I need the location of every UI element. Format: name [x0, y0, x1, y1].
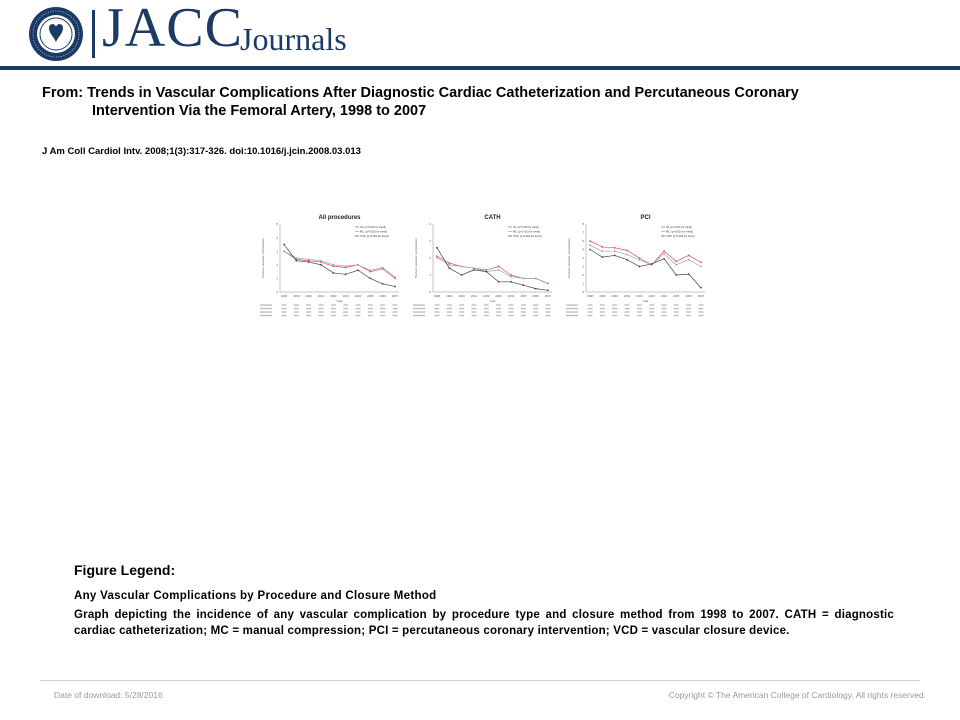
data-point [485, 271, 487, 273]
y-tick-label: 6 [582, 239, 584, 244]
table-cell [600, 315, 605, 316]
legend-entry: MC: (p<0.001 for trend) [666, 230, 694, 234]
table-cell [294, 308, 299, 309]
data-point [448, 264, 450, 266]
x-tick-label: 2006 [532, 294, 539, 298]
table-cell [509, 311, 514, 312]
data-point [394, 276, 396, 278]
table-cell [637, 304, 642, 305]
table-cell [282, 311, 287, 312]
table-cell [368, 315, 373, 316]
legend-entry: All: (p<0.001 for trend) [666, 226, 692, 229]
x-tick-label: 2004 [660, 294, 668, 298]
data-point [626, 259, 628, 261]
data-point [626, 254, 628, 256]
y-tick-label: 1 [582, 281, 584, 286]
data-point [688, 255, 690, 257]
table-cell [600, 311, 605, 312]
x-tick-label: 1999 [599, 294, 606, 298]
table-cell [447, 311, 452, 312]
table-cell [649, 304, 654, 305]
series-line-0 [284, 251, 395, 278]
data-point [283, 244, 285, 246]
data-point [461, 266, 463, 268]
data-point [638, 257, 640, 259]
footer-rule [40, 680, 920, 681]
table-cell [343, 315, 348, 316]
data-point [535, 278, 537, 280]
data-point [295, 260, 297, 262]
table-cell [282, 308, 287, 309]
table-cell [472, 315, 477, 316]
series-line-0 [437, 256, 548, 283]
table-cell [343, 311, 348, 312]
table-cell [699, 315, 704, 316]
y-tick-label: 0 [276, 290, 278, 295]
table-cell [380, 311, 385, 312]
table-cell [306, 308, 311, 309]
table-cell [459, 308, 464, 309]
x-axis-label: Year [642, 299, 649, 303]
table-row-label [260, 315, 272, 316]
chart-panel-cath [413, 215, 552, 316]
data-point [675, 274, 677, 276]
data-point [700, 261, 702, 263]
table-cell [380, 315, 385, 316]
table-row-label [413, 304, 425, 305]
table-row-label [566, 304, 578, 305]
x-tick-label: 2002 [330, 294, 337, 298]
table-cell [637, 308, 642, 309]
x-tick-label: 2004 [354, 294, 362, 298]
legend-entry: All: (p<0.001 for trend) [360, 226, 386, 229]
title-line-1: From: Trends in Vascular Complications After Diagnostic Cardiac Catheterization and Percutaneous Coronary [42, 85, 799, 101]
table-cell [331, 308, 336, 309]
x-tick-label: 1999 [446, 294, 453, 298]
table-cell [447, 308, 452, 309]
table-cell [686, 308, 691, 309]
table-cell [331, 311, 336, 312]
data-point [283, 250, 285, 252]
y-axis-label: Percent vascular complication [261, 238, 265, 278]
x-tick-label: 2004 [507, 294, 515, 298]
table-cell [600, 304, 605, 305]
data-point [510, 274, 512, 276]
data-point [522, 278, 524, 280]
table-cell [509, 315, 514, 316]
y-tick-label: 3 [582, 264, 584, 269]
x-tick-label: 2003 [342, 294, 349, 298]
table-cell [662, 315, 667, 316]
table-cell [294, 311, 299, 312]
x-tick-label: 2005 [367, 294, 374, 298]
download-date: Date of download: 5/28/2016 [54, 690, 163, 700]
y-axis-label: Percent vascular complication [567, 238, 571, 278]
data-point [498, 266, 500, 268]
data-point [382, 283, 384, 285]
table-cell [496, 308, 501, 309]
table-cell [625, 308, 630, 309]
table-cell [435, 311, 440, 312]
legend-heading: Figure Legend: [74, 562, 176, 578]
legend-entry: All: (p<0.001 for trend) [513, 226, 539, 229]
table-cell [484, 304, 489, 305]
data-point [614, 247, 616, 249]
data-point [589, 240, 591, 242]
x-tick-label: 2005 [673, 294, 680, 298]
table-cell [294, 304, 299, 305]
data-point [663, 253, 665, 255]
table-cell [459, 304, 464, 305]
legend-entry: MC: (p<0.001 for trend) [360, 230, 388, 234]
table-cell [294, 315, 299, 316]
table-cell [637, 315, 642, 316]
table-cell [588, 311, 593, 312]
data-point [448, 262, 450, 264]
table-cell [625, 304, 630, 305]
table-cell [662, 308, 667, 309]
data-point [498, 281, 500, 283]
table-cell [662, 311, 667, 312]
table-cell [331, 315, 336, 316]
legend-subtitle: Any Vascular Complications by Procedure and Closure Method [74, 590, 437, 602]
table-cell [319, 308, 324, 309]
table-row-label [260, 304, 272, 305]
table-cell [612, 304, 617, 305]
table-cell [356, 311, 361, 312]
data-point [448, 267, 450, 269]
data-point [320, 260, 322, 262]
chart-title: CATH [484, 215, 501, 221]
table-cell [356, 304, 361, 305]
table-cell [343, 308, 348, 309]
table-cell [674, 304, 679, 305]
data-point [614, 250, 616, 252]
copyright: Copyright © The American College of Cardiology. All rights reserved. [668, 690, 926, 700]
site-header [0, 0, 960, 66]
table-cell [509, 304, 514, 305]
data-point [589, 249, 591, 251]
table-cell [447, 315, 452, 316]
chart-title: All procedures [318, 215, 361, 221]
table-row-label [566, 311, 578, 312]
legend-entry: VCD: (p<0.001 for trend) [666, 235, 695, 238]
chart-panel-all-procedures [260, 215, 399, 316]
x-tick-label: 2003 [495, 294, 502, 298]
table-cell [380, 304, 385, 305]
x-tick-label: 2000 [611, 294, 618, 298]
table-row-label [260, 308, 272, 309]
y-tick-label: 5 [582, 247, 584, 252]
data-point [700, 287, 702, 289]
table-cell [472, 304, 477, 305]
table-cell [496, 315, 501, 316]
y-tick-label: 0 [429, 290, 431, 295]
table-cell [637, 311, 642, 312]
data-point [461, 274, 463, 276]
data-point [547, 289, 549, 291]
table-row-label [260, 311, 272, 312]
table-cell [319, 304, 324, 305]
data-point [688, 273, 690, 275]
brand-main: JACC [102, 0, 243, 59]
table-cell [533, 308, 538, 309]
table-cell [533, 311, 538, 312]
data-point [485, 269, 487, 271]
data-point [601, 246, 603, 248]
x-tick-label: 2002 [483, 294, 490, 298]
y-axis-label: Percent vascular complication [414, 238, 418, 278]
table-cell [674, 311, 679, 312]
table-cell [459, 315, 464, 316]
table-row-label [413, 311, 425, 312]
table-cell [393, 304, 398, 305]
citation: J Am Coll Cardiol Intv. 2008;1(3):317-326. doi:10.1016/j.jcin.2008.03.013 [42, 146, 361, 157]
table-cell [393, 308, 398, 309]
table-cell [612, 311, 617, 312]
data-point [345, 265, 347, 267]
table-cell [282, 304, 287, 305]
table-cell [521, 308, 526, 309]
y-tick-label: 4 [276, 235, 278, 240]
article-title [42, 84, 902, 120]
data-point [369, 278, 371, 280]
table-cell [686, 311, 691, 312]
table-cell [435, 304, 440, 305]
table-cell [546, 304, 551, 305]
x-axis-label: Year [336, 299, 343, 303]
data-point [473, 269, 475, 271]
data-point [675, 261, 677, 263]
table-cell [472, 308, 477, 309]
series-line-2 [590, 250, 701, 288]
table-cell [306, 311, 311, 312]
brand-sub: Journals [240, 21, 347, 57]
data-point [522, 284, 524, 286]
x-axis-label: Year [489, 299, 496, 303]
data-point [382, 267, 384, 269]
table-cell [380, 308, 385, 309]
table-cell [306, 304, 311, 305]
table-cell [674, 315, 679, 316]
table-cell [331, 304, 336, 305]
table-cell [649, 315, 654, 316]
legend-entry: MC: (p<0.001 for trend) [513, 230, 541, 234]
data-point [332, 264, 334, 266]
table-row-label [413, 308, 425, 309]
chart-title: PCI [640, 215, 651, 221]
x-tick-label: 2007 [544, 294, 552, 298]
table-cell [699, 308, 704, 309]
table-cell [546, 308, 551, 309]
y-tick-label: 2 [276, 263, 278, 267]
y-tick-label: 4 [429, 222, 431, 227]
y-tick-label: 3 [429, 239, 431, 244]
data-point [498, 269, 500, 271]
table-cell [435, 315, 440, 316]
data-point [369, 269, 371, 271]
table-cell [686, 304, 691, 305]
x-tick-label: 2005 [520, 294, 527, 298]
data-point [601, 250, 603, 252]
x-tick-label: 2007 [697, 294, 705, 298]
data-point [535, 288, 537, 290]
table-cell [612, 308, 617, 309]
y-tick-label: 0 [582, 290, 584, 295]
title-line-2: Intervention Via the Femoral Artery, 1998 to 2007 [92, 103, 427, 119]
y-tick-label: 3 [276, 249, 278, 254]
y-tick-label: 7 [582, 230, 584, 235]
x-tick-label: 2000 [305, 294, 312, 298]
data-point [308, 261, 310, 263]
table-cell [459, 311, 464, 312]
table-cell [521, 304, 526, 305]
y-tick-label: 2 [582, 273, 584, 278]
table-cell [393, 315, 398, 316]
table-cell [356, 308, 361, 309]
header-rule [0, 66, 960, 70]
table-cell [674, 308, 679, 309]
table-cell [686, 315, 691, 316]
data-point [614, 255, 616, 257]
table-cell [447, 304, 452, 305]
data-point [700, 266, 702, 268]
table-cell [649, 308, 654, 309]
data-point [589, 244, 591, 246]
table-row-label [413, 315, 425, 316]
table-cell [368, 311, 373, 312]
table-cell [588, 308, 593, 309]
data-point [436, 257, 438, 259]
series-line-2 [437, 248, 548, 290]
y-tick-label: 5 [276, 222, 278, 227]
x-tick-label: 2001 [317, 294, 325, 298]
table-cell [625, 315, 630, 316]
x-tick-label: 2001 [623, 294, 631, 298]
data-point [663, 258, 665, 260]
table-cell [282, 315, 287, 316]
data-point [394, 286, 396, 288]
data-point [601, 256, 603, 258]
table-cell [496, 304, 501, 305]
table-cell [521, 315, 526, 316]
data-point [675, 264, 677, 266]
y-tick-label: 1 [276, 276, 278, 281]
table-cell [356, 315, 361, 316]
x-tick-label: 1999 [293, 294, 300, 298]
x-tick-label: 2003 [648, 294, 655, 298]
table-cell [546, 311, 551, 312]
data-point [638, 266, 640, 268]
data-point [357, 269, 359, 271]
legend-entry: VCD: (p<0.001 for trend) [513, 235, 542, 238]
table-cell [546, 315, 551, 316]
table-cell [600, 308, 605, 309]
x-tick-label: 2001 [470, 294, 478, 298]
table-cell [533, 304, 538, 305]
table-cell [699, 304, 704, 305]
table-cell [319, 311, 324, 312]
series-line-1 [284, 251, 395, 277]
data-point [547, 283, 549, 285]
series-line-1 [590, 245, 701, 266]
legend-entry: VCD: (p<0.001 for trend) [360, 235, 389, 238]
data-point [688, 259, 690, 261]
table-cell [649, 311, 654, 312]
data-point [663, 250, 665, 252]
acc-seal-logo [28, 6, 84, 62]
data-point [473, 267, 475, 269]
data-point [295, 257, 297, 259]
data-point [357, 264, 359, 266]
table-row-label [566, 315, 578, 316]
wordmark-divider [92, 10, 95, 58]
x-tick-label: 1998 [280, 294, 288, 298]
data-point [332, 272, 334, 274]
x-tick-label: 2006 [685, 294, 692, 298]
table-cell [306, 315, 311, 316]
table-cell [625, 311, 630, 312]
table-cell [533, 315, 538, 316]
table-cell [612, 315, 617, 316]
data-point [436, 247, 438, 249]
x-tick-label: 1998 [433, 294, 441, 298]
table-cell [662, 304, 667, 305]
table-cell [484, 311, 489, 312]
table-cell [435, 308, 440, 309]
x-tick-label: 2007 [391, 294, 399, 298]
table-row-label [566, 308, 578, 309]
data-point [651, 263, 653, 265]
figure-panels [258, 208, 710, 320]
table-cell [484, 308, 489, 309]
legend-body: Graph depicting the incidence of any vascular complication by procedure type and closure method from 1998 to 2007. CATH = diagnostic cardiac catheterization; MC = manual compression; PCI = percutaneous coronary intervention; VCD = vascular closure device. [74, 609, 894, 637]
data-point [308, 258, 310, 260]
y-tick-label: 1 [429, 273, 431, 278]
y-tick-label: 2 [429, 256, 431, 261]
table-cell [319, 315, 324, 316]
data-point [345, 273, 347, 275]
table-cell [588, 315, 593, 316]
table-cell [393, 311, 398, 312]
table-cell [472, 311, 477, 312]
table-cell [588, 304, 593, 305]
data-point [320, 264, 322, 266]
table-cell [521, 311, 526, 312]
x-tick-label: 1998 [586, 294, 594, 298]
table-cell [343, 304, 348, 305]
table-cell [368, 308, 373, 309]
x-tick-label: 2000 [458, 294, 465, 298]
y-tick-label: 4 [582, 256, 584, 261]
table-cell [699, 311, 704, 312]
chart-panel-pci [566, 215, 705, 316]
table-cell [496, 311, 501, 312]
table-cell [509, 308, 514, 309]
data-point [626, 249, 628, 251]
x-tick-label: 2006 [379, 294, 386, 298]
y-tick-label: 8 [582, 222, 584, 227]
data-point [510, 281, 512, 283]
data-point [436, 255, 438, 257]
data-point [510, 276, 512, 278]
data-point [638, 259, 640, 261]
table-cell [368, 304, 373, 305]
x-tick-label: 2002 [636, 294, 643, 298]
table-cell [484, 315, 489, 316]
